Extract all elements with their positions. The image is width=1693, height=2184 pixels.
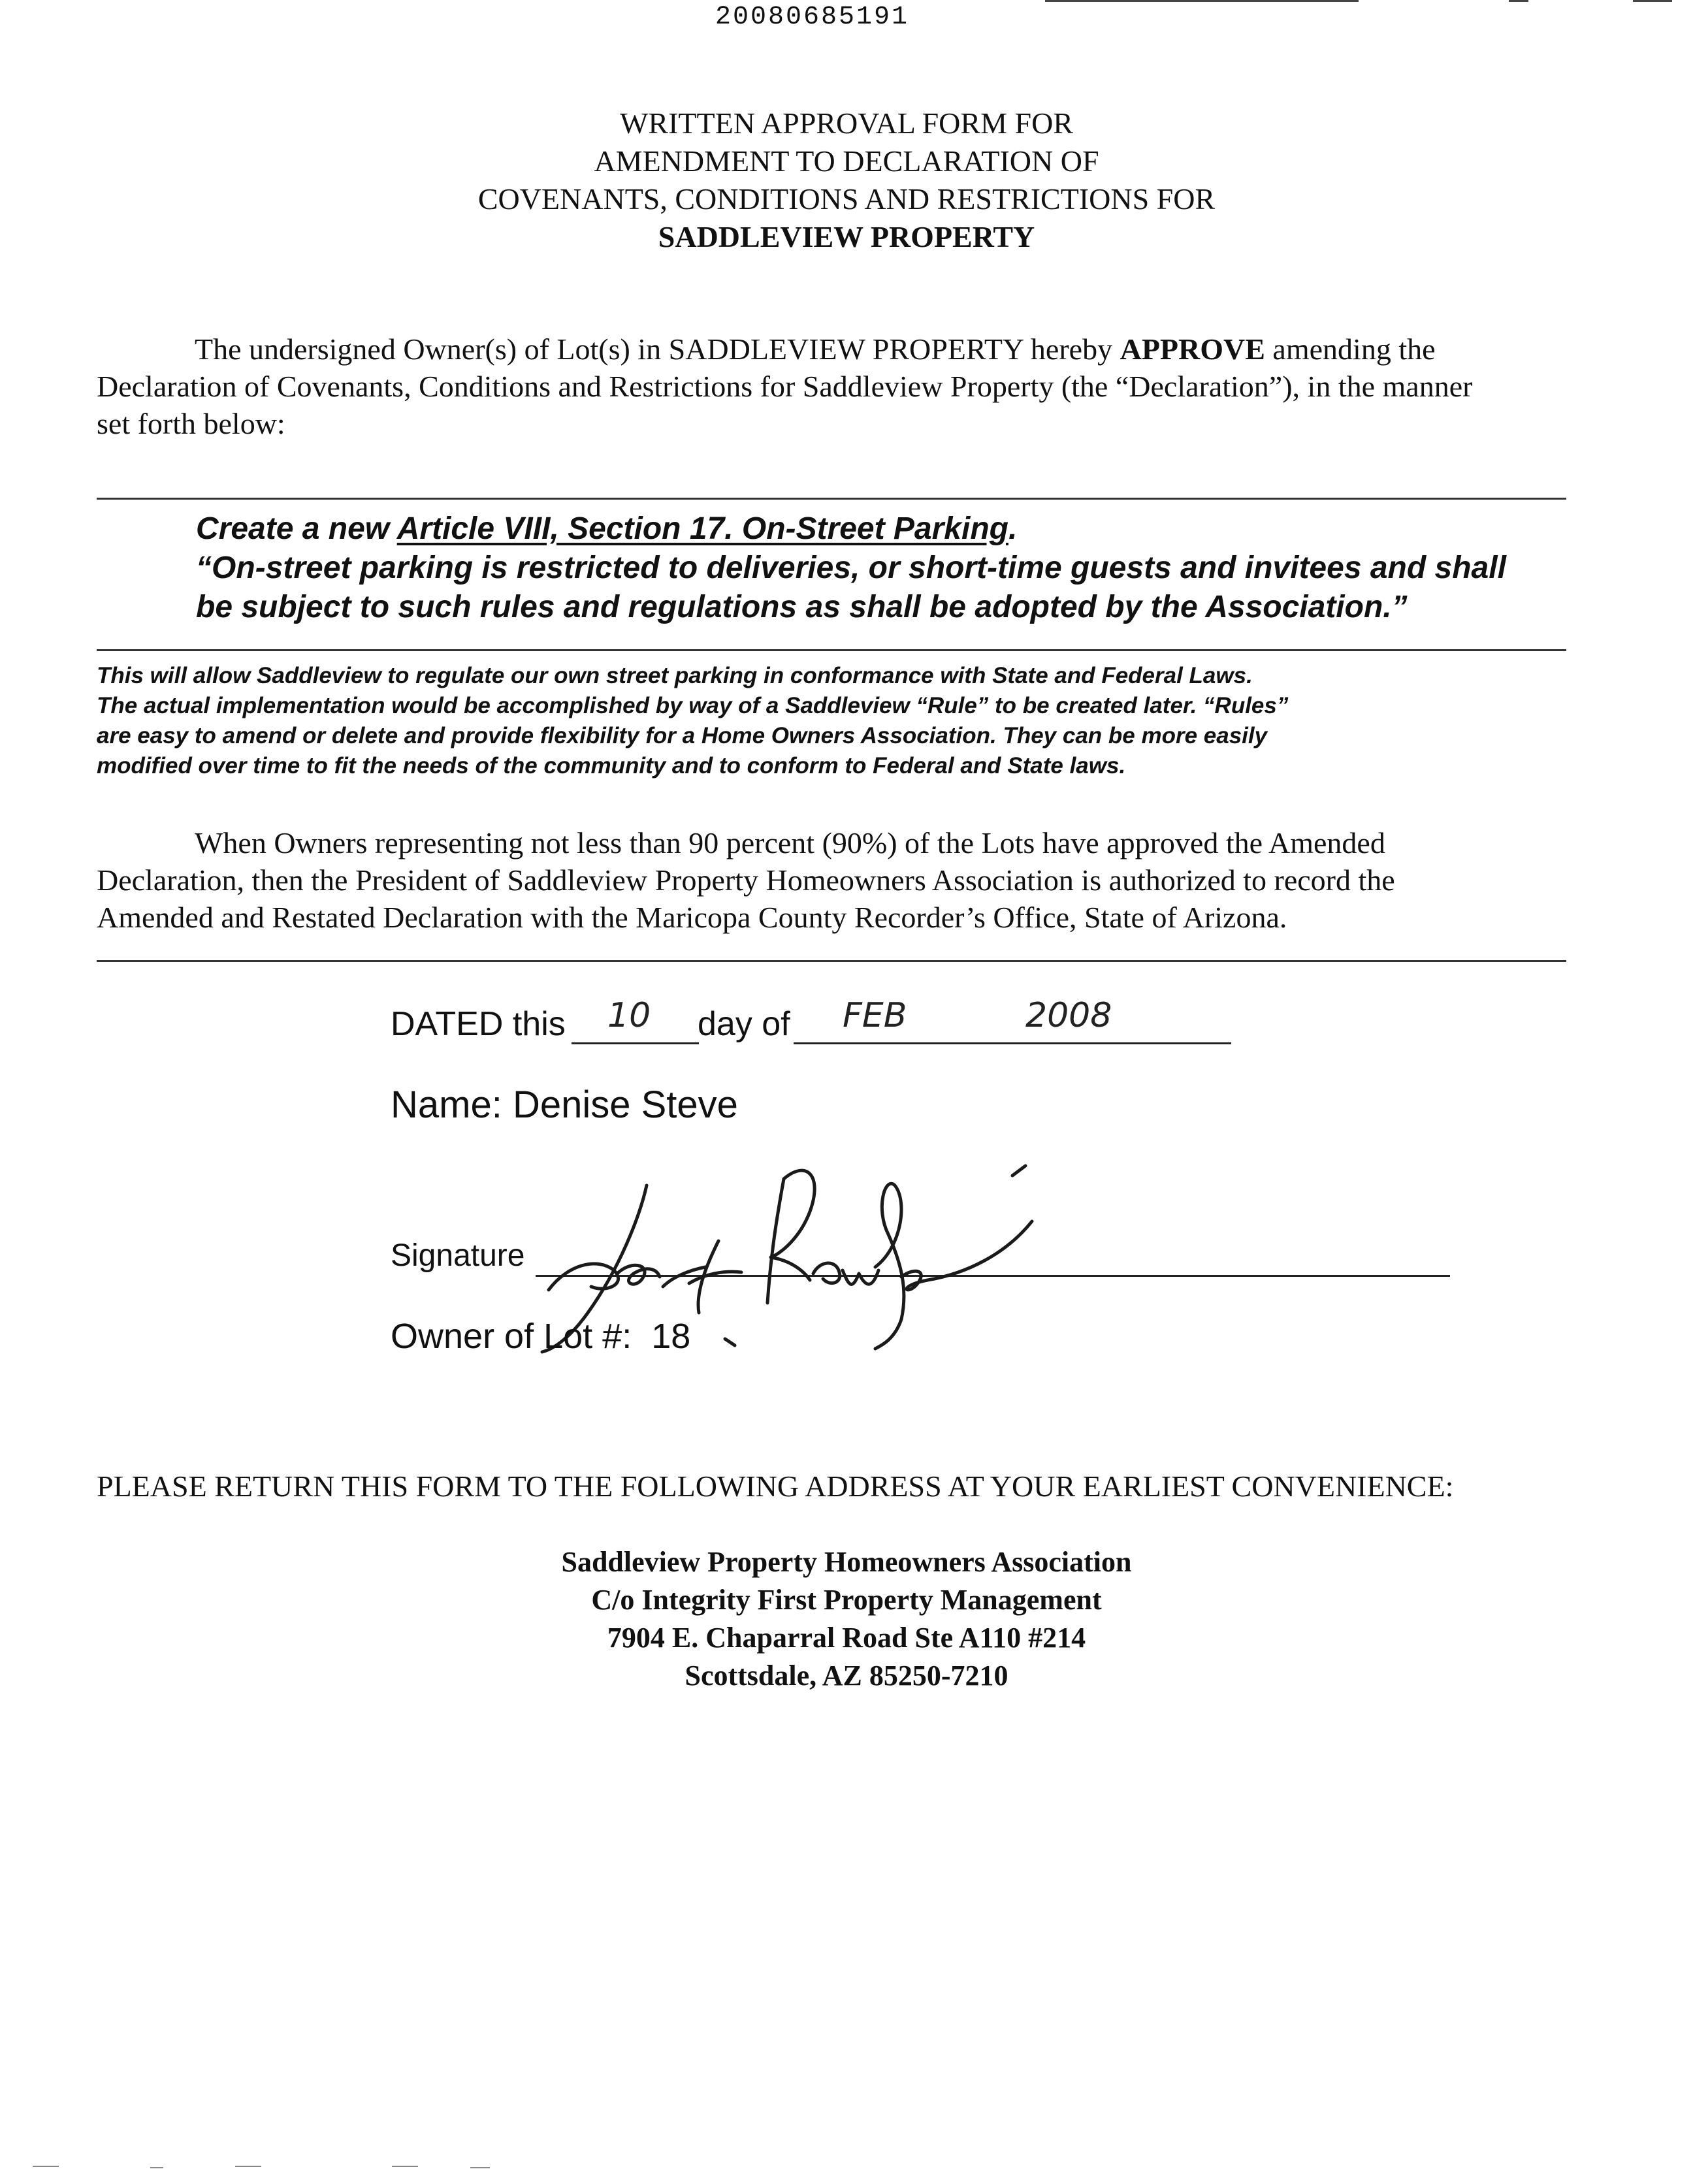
note-line-1: This will allow Saddleview to regulate our own street parking in conformance with State and Federal Laws. (97, 663, 1253, 688)
scan-mark (392, 2166, 418, 2167)
title-line-3: COVENANTS, CONDITIONS AND RESTRICTIONS FOR (477, 182, 1216, 216)
document-number: 20080685191 (715, 3, 910, 32)
amendment-line-3: be subject to such rules and regulations as shall be adopted by the Association.” (196, 590, 1408, 624)
name-value: Denise Steve (512, 1084, 738, 1126)
header-tick (1633, 0, 1672, 2)
dated-label: DATED this (391, 1005, 566, 1043)
divider (97, 498, 1566, 500)
month-blank (794, 1042, 1231, 1044)
note-line-2: The actual implementation would be accomplished by way of a Saddleview “Rule” to be created later. “Rules” (97, 693, 1289, 718)
return-org: Saddleview Property Homeowners Association (561, 1546, 1132, 1578)
intro-text: amending the (1265, 332, 1436, 366)
month-value: FEB (843, 996, 907, 1035)
intro-line-2: Declaration of Covenants, Conditions and Restrictions for Saddleview Property (the “Declaration”), in the manner (97, 370, 1473, 403)
return-city: Scottsdale, AZ 85250-7210 (685, 1660, 1008, 1692)
owner-label: Owner of Lot #: (391, 1317, 632, 1356)
divider (97, 649, 1566, 651)
authorization-line-1: When Owners representing not less than 90 percent (90%) of the Lots have approved the Amended (195, 826, 1385, 859)
owner-row (391, 1316, 690, 1357)
amendment-text: . (1008, 511, 1018, 546)
approve-word: APPROVE (1120, 332, 1265, 366)
intro-line-3: set forth below: (97, 407, 285, 440)
divider (97, 960, 1566, 962)
lot-value: 18 (651, 1317, 691, 1356)
header-tick (1509, 0, 1528, 2)
signature-label: Signature (391, 1238, 525, 1273)
note-line-3: are easy to amend or delete and provide flexibility for a Home Owners Association. They can be more easily (97, 723, 1268, 748)
scan-mark (150, 2167, 163, 2168)
amendment-line-2: “On-street parking is restricted to deliveries, or short-time guests and invitees and shall (196, 551, 1506, 585)
day-value: 10 (607, 996, 651, 1035)
authorization-line-3: Amended and Restated Declaration with the Maricopa County Recorder’s Office, State of Arizona. (97, 901, 1287, 934)
year-value: 2008 (1025, 996, 1112, 1035)
name-row (391, 1083, 738, 1127)
header-rule (1045, 0, 1359, 2)
scan-mark (33, 2166, 59, 2167)
day-of-label: day of (698, 1005, 790, 1043)
return-care-of: C/o Integrity First Property Management (591, 1584, 1102, 1616)
scan-mark (470, 2167, 490, 2168)
intro-text: The undersigned Owner(s) of Lot(s) in SADDLEVIEW PROPERTY hereby (195, 332, 1120, 366)
amendment-text: Create a new (196, 511, 397, 546)
title-line-1: WRITTEN APPROVAL FORM FOR (620, 106, 1073, 140)
title-line-4: SADDLEVIEW PROPERTY (658, 220, 1035, 253)
return-instruction: PLEASE RETURN THIS FORM TO THE FOLLOWING ADDRESS AT YOUR EARLIEST CONVENIENCE: (97, 1469, 1454, 1503)
return-street: 7904 E. Chaparral Road Ste A110 #214 (607, 1622, 1086, 1654)
scan-mark (235, 2166, 261, 2167)
authorization-line-2: Declaration, then the President of Saddleview Property Homeowners Association is authorized to record the (97, 863, 1395, 897)
note-line-4: modified over time to fit the needs of the community and to conform to Federal and State laws. (97, 753, 1126, 779)
intro-line-1 (195, 330, 1436, 368)
title-line-2: AMENDMENT TO DECLARATION OF (594, 144, 1099, 178)
day-blank (572, 1042, 699, 1044)
article-reference: Article VIII, Section 17. On-Street Parking (396, 511, 1008, 546)
name-label: Name: (391, 1084, 502, 1126)
amendment-line-1 (196, 509, 1017, 549)
